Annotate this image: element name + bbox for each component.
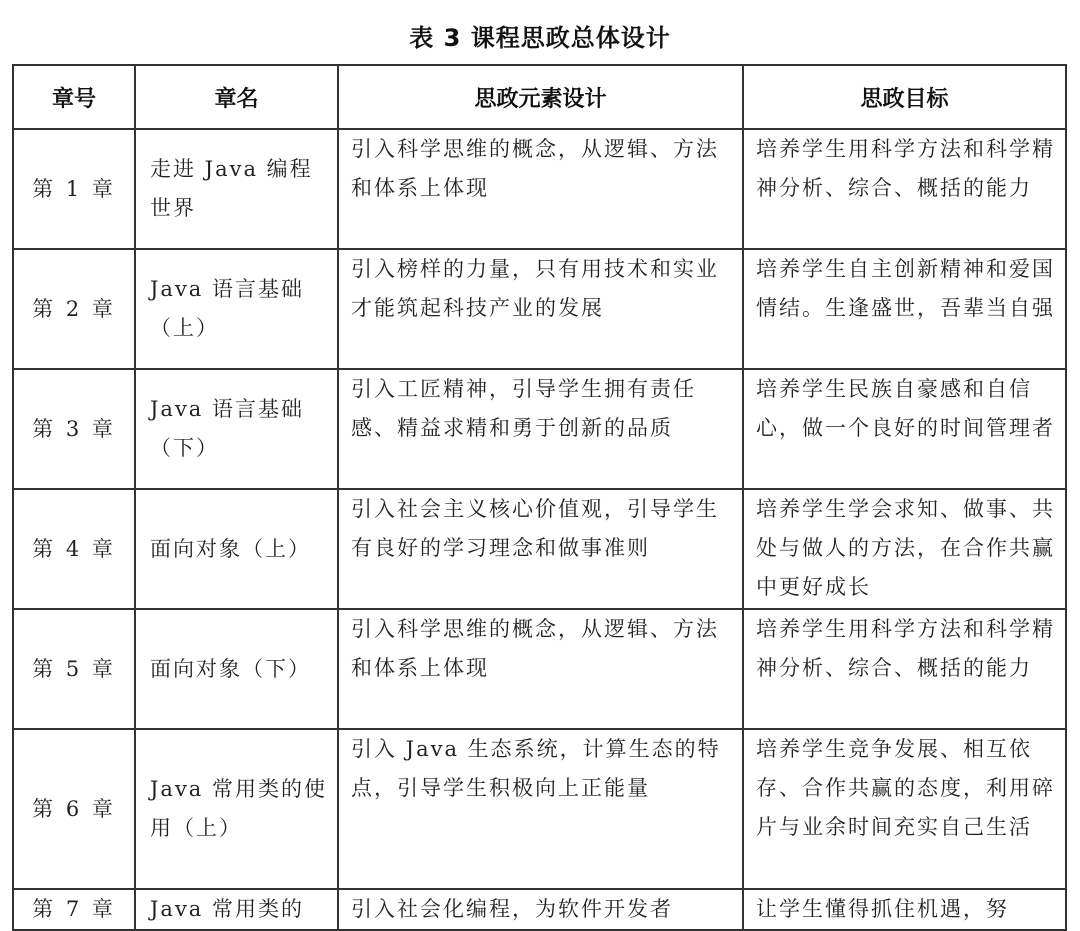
table-row (13, 369, 1066, 489)
design-cell: 引入社会化编程，为软件开发者 (338, 889, 743, 930)
chapter-number-cell: 第 4 章 (13, 489, 135, 609)
chapter-name-cell: Java 常用类的 (135, 889, 338, 930)
design-cell: 引入 Java 生态系统，计算生态的特点，引导学生积极向上正能量 (338, 729, 743, 889)
table-row (13, 129, 1066, 249)
chapter-number-cell: 第 3 章 (13, 369, 135, 489)
chapter-number-cell: 第 5 章 (13, 609, 135, 729)
table-row (13, 889, 1066, 930)
design-cell: 引入科学思维的概念，从逻辑、方法和体系上体现 (338, 129, 743, 249)
design-cell: 引入科学思维的概念，从逻辑、方法和体系上体现 (338, 609, 743, 729)
chapter-number-cell: 第 1 章 (13, 129, 135, 249)
chapter-number-cell: 第 2 章 (13, 249, 135, 369)
goal-cell: 培养学生竞争发展、相互依存、合作共赢的态度，利用碎片与业余时间充实自己生活 (743, 729, 1066, 889)
goal-cell: 培养学生用科学方法和科学精神分析、综合、概括的能力 (743, 129, 1066, 249)
table-row (13, 489, 1066, 609)
header-chapter-number: 章号 (13, 65, 135, 129)
chapter-name-cell: Java 语言基础（下） (135, 369, 338, 489)
table-row (13, 609, 1066, 729)
table-caption: 表 3 课程思政总体设计 (409, 24, 671, 52)
table-row (13, 249, 1066, 369)
design-cell: 引入工匠精神，引导学生拥有责任感、精益求精和勇于创新的品质 (338, 369, 743, 489)
goal-cell: 让学生懂得抓住机遇，努 (743, 889, 1066, 930)
chapter-name-cell: Java 语言基础（上） (135, 249, 338, 369)
chapter-number-cell: 第 7 章 (13, 889, 135, 930)
course-design-table (12, 64, 1067, 931)
chapter-number-cell: 第 6 章 (13, 729, 135, 889)
chapter-name-cell: Java 常用类的使用（上） (135, 729, 338, 889)
header-goal: 思政目标 (743, 65, 1066, 129)
goal-cell: 培养学生用科学方法和科学精神分析、综合、概括的能力 (743, 609, 1066, 729)
chapter-name-cell: 面向对象（上） (135, 489, 338, 609)
chapter-name-cell: 走进 Java 编程世界 (135, 129, 338, 249)
table-row (13, 729, 1066, 889)
header-chapter-name: 章名 (135, 65, 338, 129)
goal-cell: 培养学生自主创新精神和爱国情结。生逢盛世，吾辈当自强 (743, 249, 1066, 369)
chapter-name-cell: 面向对象（下） (135, 609, 338, 729)
design-cell: 引入社会主义核心价值观，引导学生有良好的学习理念和做事准则 (338, 489, 743, 609)
goal-cell: 培养学生民族自豪感和自信心，做一个良好的时间管理者 (743, 369, 1066, 489)
table-header-row (13, 65, 1066, 129)
goal-cell: 培养学生学会求知、做事、共处与做人的方法，在合作共赢中更好成长 (743, 489, 1066, 609)
design-cell: 引入榜样的力量，只有用技术和实业才能筑起科技产业的发展 (338, 249, 743, 369)
header-element-design: 思政元素设计 (338, 65, 743, 129)
